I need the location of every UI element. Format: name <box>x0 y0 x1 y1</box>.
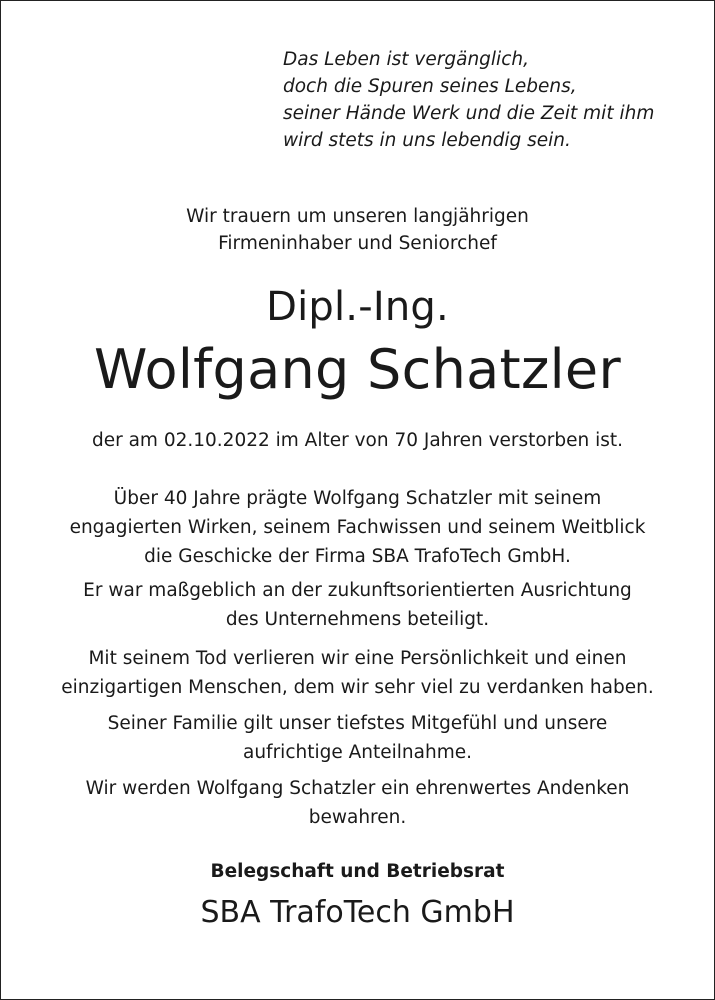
quote-line: Das Leben ist vergänglich, <box>283 49 529 70</box>
intro-line: Firmeninhaber und Seniorchef <box>218 233 497 254</box>
paragraph-line: engagierten Wirken, seinem Fachwissen und seinem Weitblick <box>69 517 646 538</box>
paragraph-line: die Geschicke der Firma SBA TrafoTech GmbH. <box>144 546 571 567</box>
quote-line: doch die Spuren seines Lebens, <box>283 76 577 97</box>
tribute-paragraph <box>0 484 715 571</box>
paragraph-line: aufrichtige Anteilnahme. <box>243 742 472 763</box>
intro-text <box>0 203 715 257</box>
paragraph-line: bewahren. <box>308 807 407 828</box>
deceased-name: Wolfgang Schatzler <box>94 338 621 401</box>
paragraph-line: des Unternehmens beteiligt. <box>225 609 490 630</box>
intro-line: Wir trauern um unseren langjährigen <box>186 206 529 227</box>
paragraph-line: einzigartigen Menschen, dem wir sehr viel zu verdanken haben. <box>61 677 654 698</box>
quote-line: seiner Hände Werk und die Zeit mit ihm <box>283 103 655 124</box>
tribute-paragraph <box>0 644 715 702</box>
tribute-paragraph <box>0 576 715 634</box>
paragraph-line: Er war maßgeblich an der zukunftsorientierten Ausrichtung <box>83 580 632 601</box>
academic-title: Dipl.-Ing. <box>266 284 449 330</box>
company-name: SBA TrafoTech GmbH <box>200 895 515 930</box>
memorial-quote <box>283 46 703 154</box>
tribute-paragraph <box>0 709 715 767</box>
signature-group: Belegschaft und Betriebsrat <box>210 861 505 882</box>
quote-line: wird stets in uns lebendig sein. <box>283 130 571 151</box>
paragraph-line: Wir werden Wolfgang Schatzler ein ehrenwertes Andenken <box>85 778 630 799</box>
paragraph-line: Über 40 Jahre prägte Wolfgang Schatzler mit seinem <box>113 488 602 509</box>
death-notice-line: der am 02.10.2022 im Alter von 70 Jahren verstorben ist. <box>91 430 623 451</box>
paragraph-line: Seiner Familie gilt unser tiefstes Mitgefühl und unsere <box>107 713 608 734</box>
paragraph-line: Mit seinem Tod verlieren wir eine Persönlichkeit und einen <box>88 648 627 669</box>
tribute-paragraph <box>0 774 715 832</box>
